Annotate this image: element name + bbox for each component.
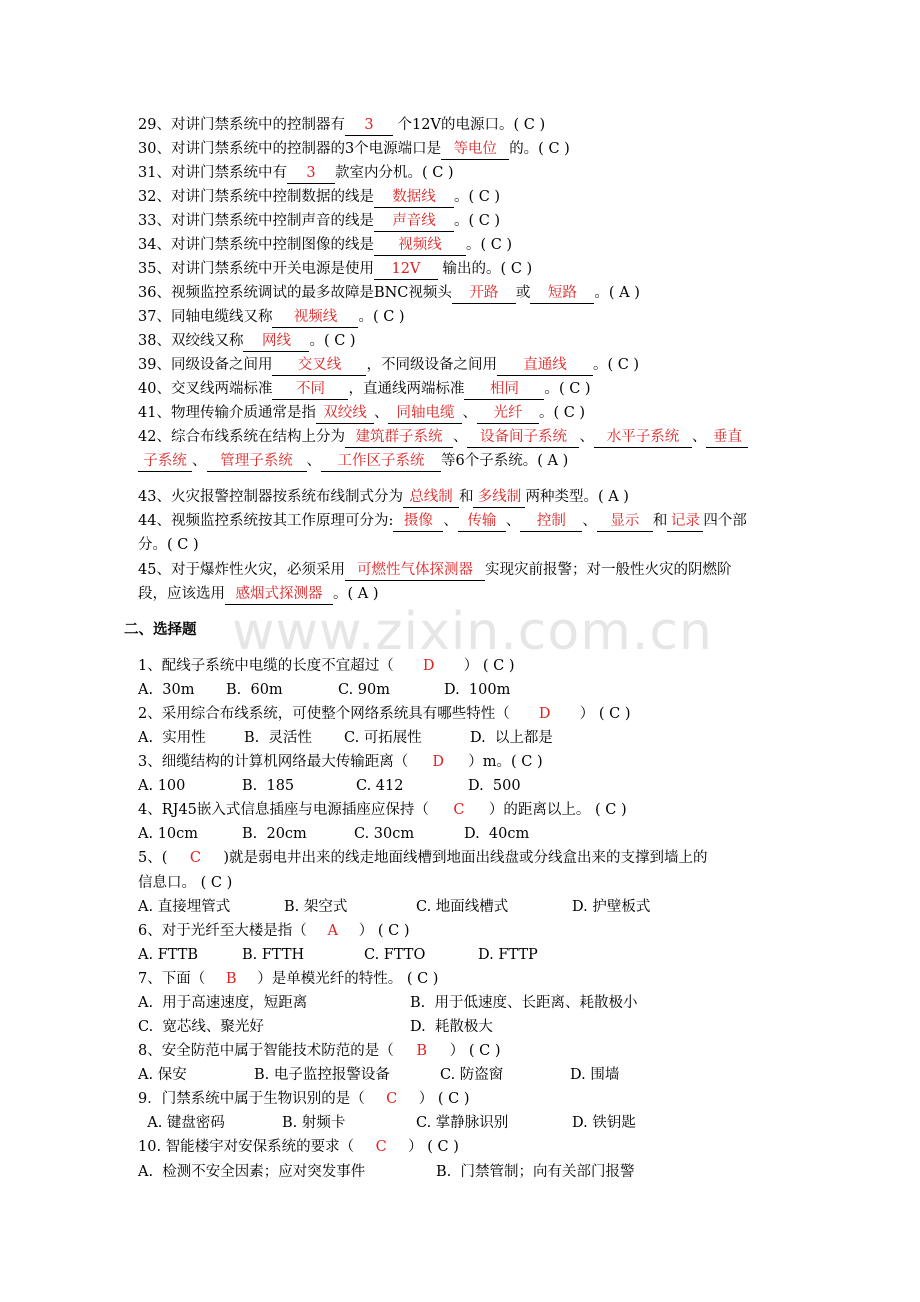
question-text: 35、对讲门禁系统中开关电源是使用	[138, 261, 374, 277]
answer-blank: 工作区子系统	[321, 451, 441, 472]
choice-option: C. 防盗窗	[440, 1067, 504, 1083]
question-text: 37、同轴电缆线又称	[138, 309, 273, 325]
fill-question	[138, 283, 640, 304]
answer-blank: 3	[287, 163, 335, 184]
choice-option: C. 90m	[338, 682, 390, 698]
question-text: 8、安全防范中属于智能技术防范的是（	[138, 1043, 394, 1059]
fill-question	[138, 163, 454, 184]
answer-blank: 视频线	[272, 307, 358, 328]
question-text: 。( C )	[465, 237, 513, 253]
choice-options	[138, 1162, 676, 1182]
answer-blank: 开路	[452, 283, 516, 304]
question-text: 实现灾前报警；对一般性火灾的阴燃阶	[484, 562, 732, 578]
question-text: 、	[306, 453, 321, 469]
choice-option: D. 100m	[444, 682, 511, 698]
answer-blank: 12V	[374, 259, 438, 280]
question-text: 43、火灾报警控制器按系统布线制式分为	[138, 489, 403, 505]
question-text: ，直通线两端标准	[348, 381, 465, 397]
choice-options	[138, 897, 672, 917]
fill-question	[138, 451, 568, 472]
question-text: 分。( C )	[138, 537, 199, 553]
choice-option: B. 用于低速度、长距离、耗散极小	[410, 995, 638, 1011]
question-text: 7、下面（	[138, 971, 206, 987]
choice-options	[138, 1017, 530, 1037]
answer-blank: 双绞线	[316, 403, 374, 424]
fill-question	[138, 211, 500, 232]
choice-question	[138, 704, 630, 724]
watermark: www.zixin.com.cn	[232, 602, 713, 662]
question-text: ）m。( C )	[468, 754, 543, 770]
question-text: 。( A )	[594, 285, 640, 301]
answer-choice: D	[538, 706, 551, 722]
fill-question	[138, 187, 500, 208]
question-text: 。( C )	[453, 213, 501, 229]
question-text: 41、物理传输介质通常是指	[138, 405, 316, 421]
answer-blank: 控制	[520, 511, 582, 532]
answer-blank: 数据线	[374, 187, 454, 208]
choice-question	[138, 1041, 500, 1061]
question-text: ） ( C )	[358, 923, 410, 939]
question-text: 、	[579, 429, 594, 445]
fill-question	[138, 427, 748, 448]
question-text: 个12V的电源口。( C )	[392, 117, 546, 133]
answer-blank: 建筑群子系统	[345, 427, 453, 448]
choice-options	[138, 1113, 652, 1133]
question-text: 32、对讲门禁系统中控制数据的线是	[138, 189, 374, 205]
question-text: 两种类型。( A )	[525, 489, 629, 505]
choice-question	[138, 656, 514, 676]
question-text: 29、对讲门禁系统中的控制器有	[138, 117, 345, 133]
question-text: 38、双绞线又称	[138, 333, 244, 349]
question-text: 和	[458, 489, 474, 505]
question-text: 42、综合布线系统在结构上分为	[138, 429, 345, 445]
answer-blank: 记录	[667, 511, 703, 532]
question-text: 9．门禁系统中属于生物识别的是（	[138, 1091, 365, 1107]
question-text: 30、对讲门禁系统中的控制器的3个电源端口是	[138, 141, 442, 157]
answer-blank: 网线	[243, 331, 309, 352]
question-text: ） ( C )	[408, 1139, 459, 1155]
question-text: ） ( C )	[418, 1091, 470, 1107]
choice-question	[138, 1137, 459, 1157]
answer-blank: 不同	[272, 379, 348, 400]
choice-option: B. 60m	[226, 682, 283, 698]
choice-option: C. 可拓展性	[344, 730, 422, 746]
answer-blank: 3	[345, 115, 393, 136]
answer-choice: C	[189, 850, 201, 866]
fill-question	[138, 355, 639, 376]
choice-question	[138, 848, 708, 868]
answer-blank: 设备间子系统	[467, 427, 579, 448]
answer-blank: 声音线	[374, 211, 454, 232]
answer-choice: B	[225, 971, 237, 987]
choice-option: A. 保安	[138, 1067, 187, 1083]
fill-question	[138, 139, 570, 160]
answer-choice: C	[453, 802, 465, 818]
question-text: 、	[462, 405, 477, 421]
question-text: 。( A )	[333, 586, 379, 602]
question-text: ）是单模光纤的特性。 ( C )	[257, 971, 439, 987]
choice-options	[138, 680, 534, 700]
fill-question	[138, 487, 629, 508]
answer-blank: 短路	[530, 283, 594, 304]
fill-question	[138, 584, 379, 605]
question-text: ） ( C )	[463, 658, 515, 674]
question-text: 或	[515, 285, 531, 301]
choice-option: B. 185	[242, 778, 295, 794]
answer-blank: 子系统	[138, 451, 192, 472]
question-text: 、	[452, 429, 468, 445]
answer-blank: 可燃性气体探测器	[345, 560, 485, 581]
fill-question	[138, 259, 532, 280]
answer-choice: B	[416, 1043, 428, 1059]
question-text: 输出的。( C )	[437, 261, 533, 277]
question-text: 1、配线子系统中电缆的长度不宜超过（	[138, 658, 394, 674]
fill-question	[138, 379, 591, 400]
answer-choice: C	[386, 1091, 398, 1107]
question-text: 信息口。 ( C )	[138, 875, 233, 891]
question-text: 5、(	[138, 850, 168, 866]
choice-option: C. 掌静脉识别	[416, 1115, 509, 1131]
question-text: 、	[691, 429, 707, 445]
choice-question	[138, 752, 543, 772]
choice-option: D. 500	[468, 778, 521, 794]
answer-blank: 总线制	[403, 487, 459, 508]
choice-option: A. 用于高速速度，短距离	[138, 995, 308, 1011]
answer-blank: 直通线	[497, 355, 593, 376]
choice-option: A. 100	[138, 778, 186, 794]
question-text: 。( C )	[544, 381, 591, 397]
choice-question	[138, 969, 438, 989]
choice-options	[138, 728, 580, 748]
question-text: 、	[192, 453, 207, 469]
choice-option: A. 检测不安全因素；应对突发事件	[138, 1164, 366, 1180]
choice-option: D. 40cm	[464, 826, 530, 842]
choice-option: A. 直接埋管式	[138, 899, 231, 915]
question-text: 2、采用综合布线系统，可使整个网络系统具有哪些特性（	[138, 706, 510, 722]
choice-option: B. 门禁管制；向有关部门报警	[436, 1164, 635, 1180]
choice-option: B. 电子监控报警设备	[254, 1067, 390, 1083]
choice-options	[138, 1065, 640, 1085]
choice-option: A. 实用性	[138, 730, 206, 746]
fill-question	[138, 235, 512, 256]
answer-blank: 显示	[597, 511, 653, 532]
choice-question	[138, 800, 627, 820]
choice-option: D. FTTP	[478, 947, 538, 963]
question-text: 四个部	[703, 513, 747, 529]
choice-option: D. 以上都是	[470, 730, 553, 746]
question-text: 、	[373, 405, 389, 421]
question-text: )就是弱电井出来的线走地面线槽到地面出线盘或分线盒出来的支撑到墙上的	[223, 850, 708, 866]
question-text: ） ( C )	[579, 706, 631, 722]
question-text: 、	[505, 513, 521, 529]
choice-option: C. 412	[356, 778, 404, 794]
question-text: 6、对于光纤至大楼是指（	[138, 923, 307, 939]
choice-options	[138, 993, 690, 1013]
choice-option: A. 键盘密码	[138, 1115, 225, 1131]
question-text: 的。( C )	[509, 141, 570, 157]
answer-blank: 交叉线	[272, 355, 366, 376]
question-text: 10. 智能楼宇对安保系统的要求（	[138, 1139, 355, 1155]
answer-choice: C	[375, 1139, 387, 1155]
question-text: 45、对于爆炸性火灾，必须采用	[138, 562, 345, 578]
answer-choice: A	[327, 923, 338, 939]
answer-blank: 管理子系统	[207, 451, 307, 472]
choice-option: B. FTTH	[242, 947, 305, 963]
question-text: 。( C )	[358, 309, 405, 325]
choice-option: A. 30m	[138, 682, 195, 698]
question-text: 36、视频监控系统调试的最多故障是BNC视频头	[138, 285, 452, 301]
choice-question	[138, 921, 409, 941]
question-text: 31、对讲门禁系统中有	[138, 165, 287, 181]
answer-blank: 水平子系统	[594, 427, 692, 448]
answer-blank: 相同	[464, 379, 544, 400]
question-text: ）的距离以上。 ( C )	[488, 802, 627, 818]
choice-option: C. FTTO	[364, 947, 426, 963]
choice-options	[138, 824, 540, 844]
choice-option: C. 地面线槽式	[416, 899, 509, 915]
question-text: 和	[652, 513, 668, 529]
question-text: 34、对讲门禁系统中控制图像的线是	[138, 237, 374, 253]
answer-choice: D	[422, 658, 435, 674]
question-text: 、	[443, 513, 458, 529]
choice-option: C. 30cm	[354, 826, 415, 842]
answer-choice: D	[432, 754, 445, 770]
choice-option: B. 20cm	[242, 826, 307, 842]
answer-blank: 等电位	[441, 139, 509, 160]
fill-question	[138, 560, 731, 581]
choice-option: D. 护壁板式	[572, 899, 651, 915]
choice-option: D. 围墙	[570, 1067, 620, 1083]
choice-option: C. 宽芯线、聚光好	[138, 1019, 264, 1035]
question-text: 44、视频监控系统按其工作原理可分为:	[138, 513, 394, 529]
answer-blank: 多线制	[473, 487, 525, 508]
answer-blank: 同轴电缆	[388, 403, 462, 424]
fill-question	[138, 331, 356, 352]
question-text: 。( C )	[453, 189, 501, 205]
choice-option: D. 耗散极大	[410, 1019, 493, 1035]
question-text: 段，应该选用	[138, 586, 225, 602]
answer-blank: 光纤	[477, 403, 539, 424]
answer-blank: 传输	[458, 511, 506, 532]
question-text: 33、对讲门禁系统中控制声音的线是	[138, 213, 374, 229]
question-text: 。( C )	[309, 333, 356, 349]
question-text: ，不同级设备之间用	[366, 357, 497, 373]
choice-options	[138, 945, 548, 965]
question-text: ） ( C )	[449, 1043, 501, 1059]
choice-option: A. FTTB	[138, 947, 199, 963]
question-text: 等6个子系统。( A )	[441, 453, 569, 469]
question-text: 。( C )	[592, 357, 640, 373]
choice-option: B. 架空式	[284, 899, 348, 915]
question-text: 40、交叉线两端标准	[138, 381, 273, 397]
question-text: 。( C )	[538, 405, 586, 421]
fill-question	[138, 403, 585, 424]
question-text: 3、细缆结构的计算机网络最大传输距离（	[138, 754, 409, 770]
answer-blank: 视频线	[374, 235, 466, 256]
section-title: 二、选择题	[124, 622, 197, 638]
choice-option: A. 10cm	[138, 826, 199, 842]
fill-question	[138, 115, 545, 136]
choice-option: B. 灵活性	[244, 730, 312, 746]
choice-question	[138, 1089, 469, 1109]
choice-question	[138, 873, 232, 893]
fill-question	[138, 511, 747, 532]
question-text: 39、同级设备之间用	[138, 357, 273, 373]
question-text: 4、RJ45嵌入式信息插座与电源插座应保持（	[138, 802, 429, 818]
answer-blank: 摄像	[393, 511, 443, 532]
question-text: 款室内分机。( C )	[334, 165, 454, 181]
choice-option: D. 铁钥匙	[572, 1115, 636, 1131]
choice-options	[138, 776, 528, 796]
answer-blank: 垂直	[706, 427, 748, 448]
fill-question	[138, 307, 405, 328]
choice-option: B. 射频卡	[282, 1115, 346, 1131]
question-text: 、	[582, 513, 597, 529]
fill-question	[138, 535, 199, 555]
answer-blank: 感烟式探测器	[225, 584, 333, 605]
